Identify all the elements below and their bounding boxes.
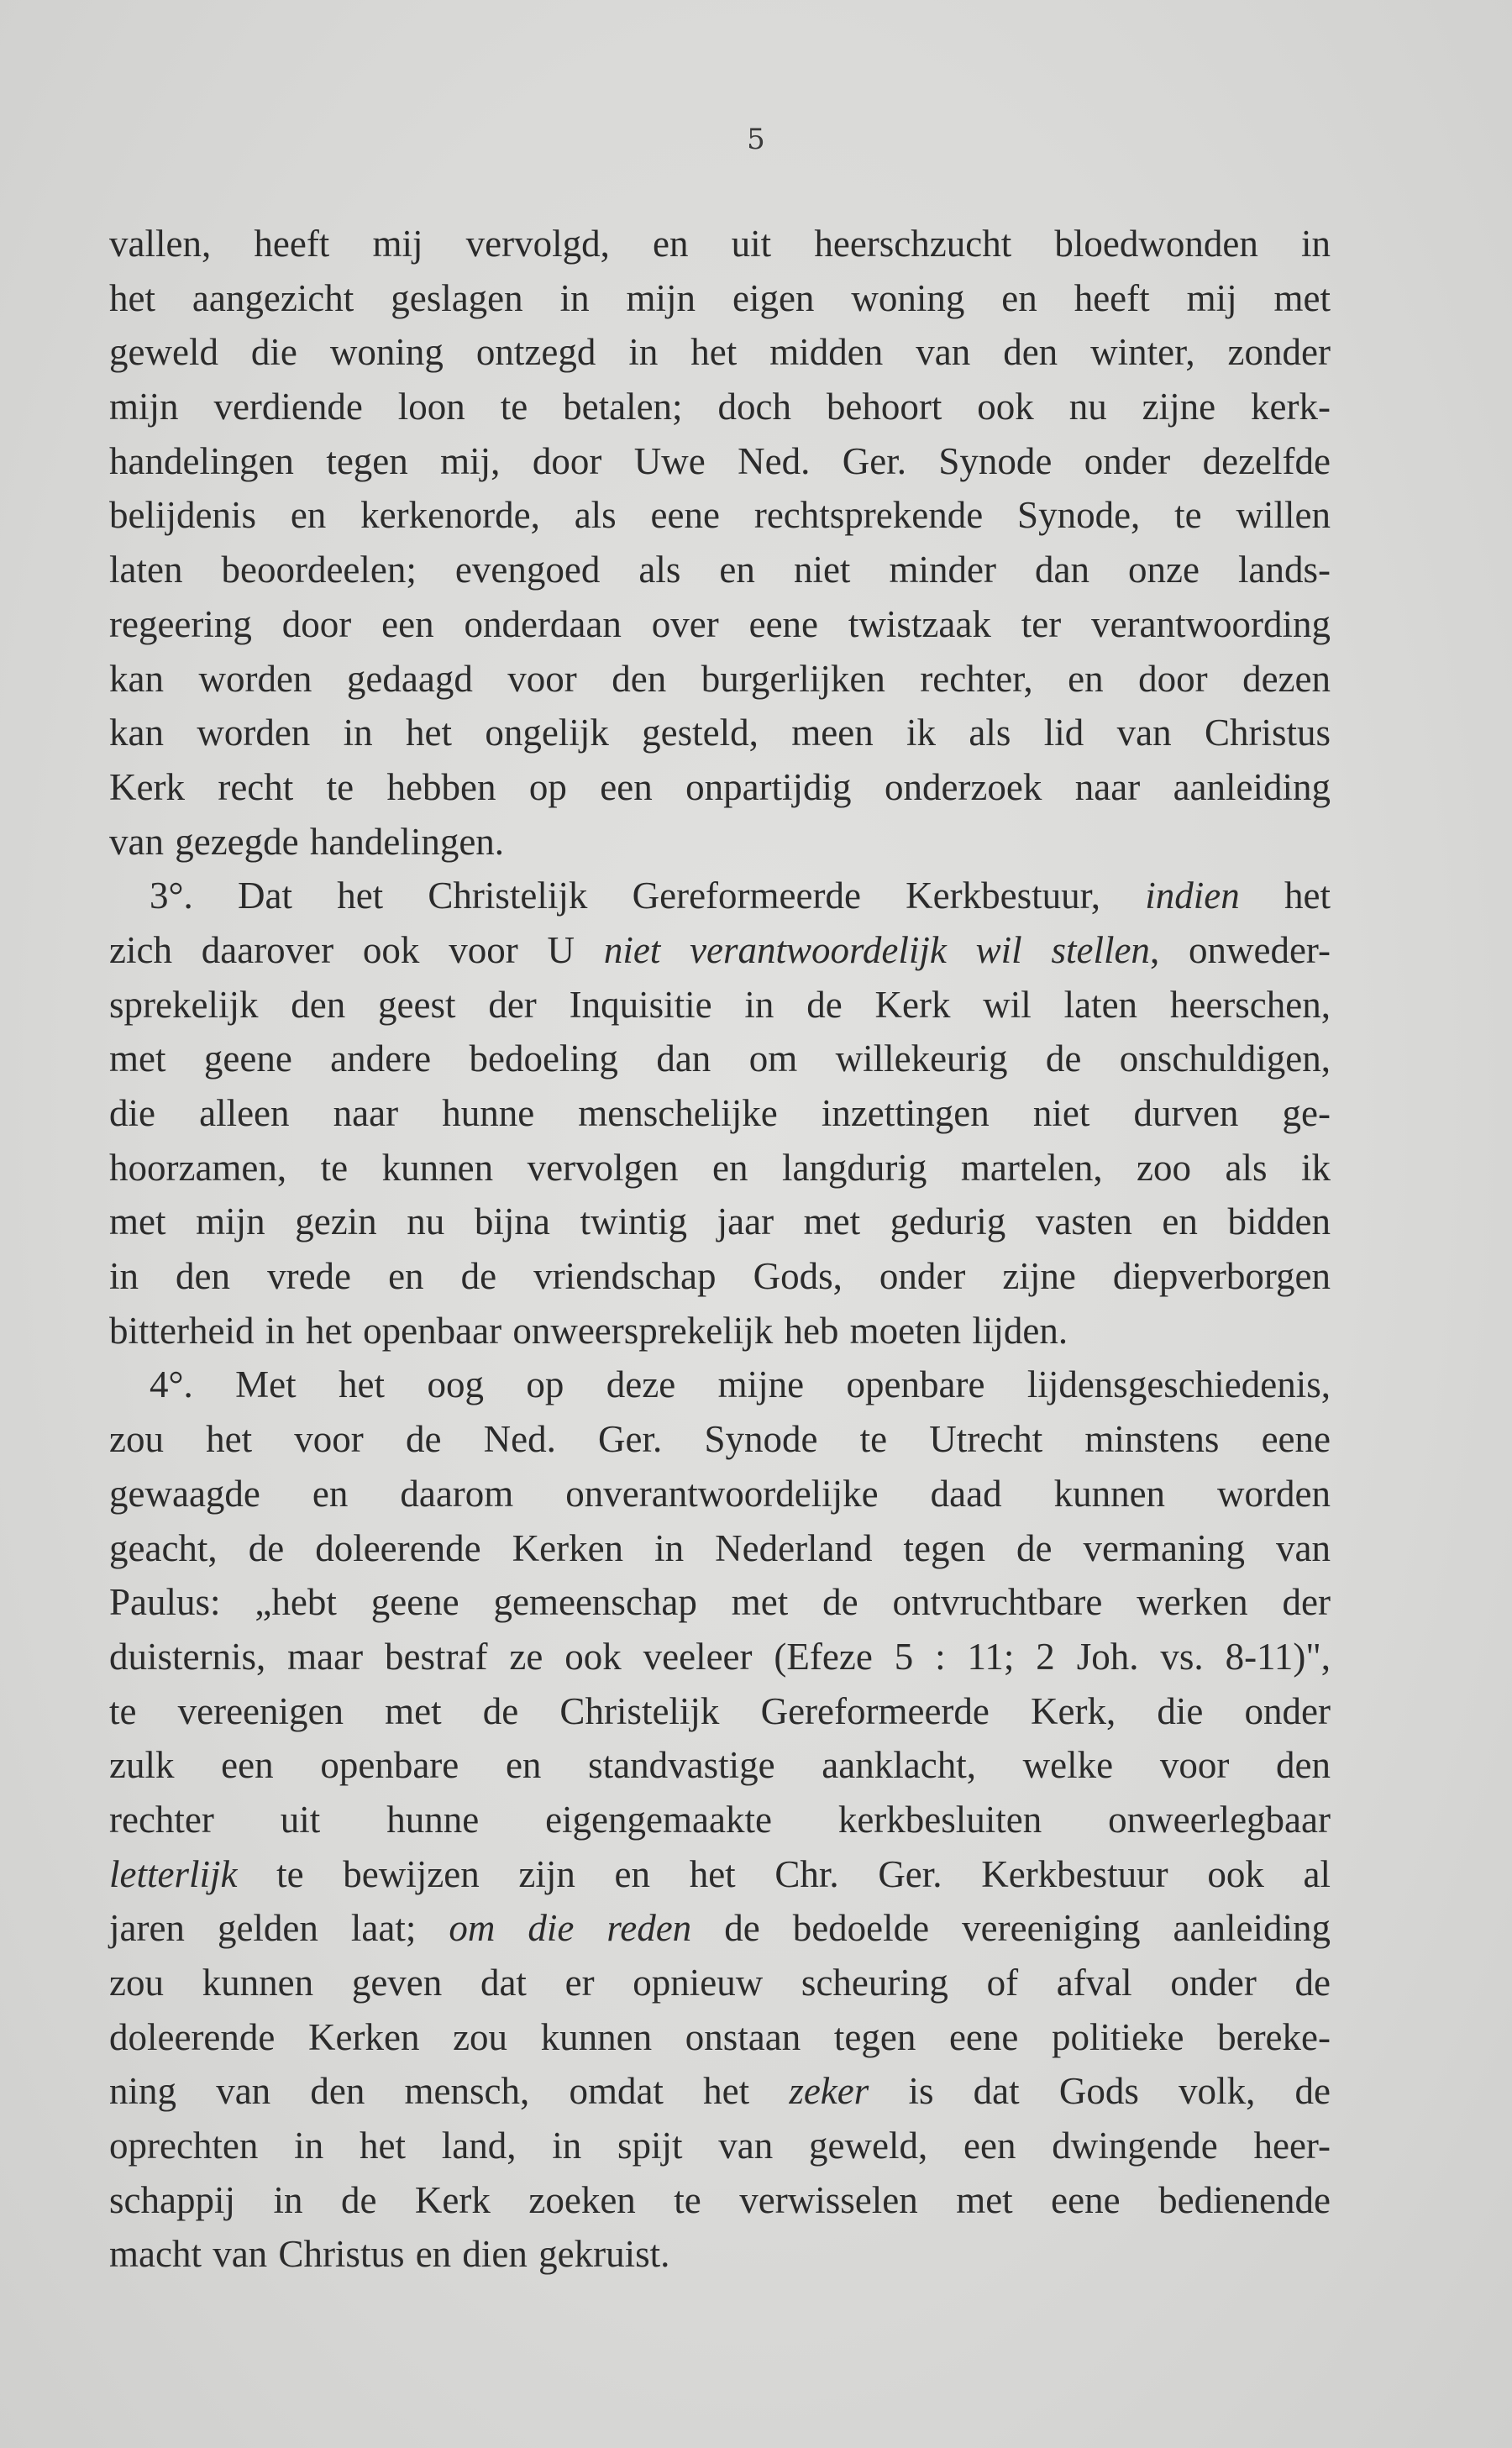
page-number: 5 bbox=[747, 123, 765, 156]
text-line: jaren gelden laat; om die reden de bedoelde vereeniging aanleiding bbox=[109, 1907, 1331, 1950]
text-line: hoorzamen, te kunnen vervolgen en langdurig martelen, zoo als ik bbox=[109, 1146, 1331, 1189]
text-line: duisternis, maar bestraf ze ook veeleer (Efeze 5 : 11; 2 Joh. vs. 8-11)", bbox=[109, 1635, 1331, 1678]
text-line: te vereenigen met de Christelijk Gereformeerde Kerk, die onder bbox=[109, 1689, 1331, 1732]
text-line: bitterheid in het openbaar onweersprekelijk heb moeten lijden. bbox=[109, 1309, 1068, 1352]
paragraph-3-first-line: 3°. Dat het Christelijk Gereformeerde Kerkbestuur, indien het bbox=[150, 875, 1331, 917]
text-line: letterlijk te bewijzen zijn en het Chr. Ger. Kerkbestuur ook al bbox=[109, 1852, 1331, 1895]
text-line: Kerk recht te hebben op een onpartijdig onderzoek naar aanleiding bbox=[109, 765, 1331, 808]
text-line: rechter uit hunne eigengemaakte kerkbesluiten onweerlegbaar bbox=[109, 1798, 1331, 1841]
text-line: mijn verdiende loon te betalen; doch behoort ook nu zijne kerk- bbox=[109, 386, 1331, 428]
text-line: zou kunnen geven dat er opnieuw scheuring of afval onder de bbox=[109, 1962, 1331, 2004]
paragraph-4-first-line: 4°. Met het oog op deze mijne openbare lijdensgeschiedenis, bbox=[150, 1363, 1331, 1406]
text-line: laten beoordeelen; evengoed als en niet minder dan onze lands- bbox=[109, 549, 1331, 591]
text-line: met mijn gezin nu bijna twintig jaar met gedurig vasten en bidden bbox=[109, 1200, 1331, 1243]
text-line: Paulus: „hebt geene gemeenschap met de ontvruchtbare werken der bbox=[109, 1581, 1331, 1624]
text-line: zou het voor de Ned. Ger. Synode te Utrecht minstens eene bbox=[109, 1418, 1331, 1461]
text-line: zulk een openbare en standvastige aanklacht, welke voor den bbox=[109, 1744, 1331, 1787]
text-line: in den vrede en de vriendschap Gods, onder zijne diepverborgen bbox=[109, 1255, 1331, 1298]
text-line: zich daarover ook voor U niet verantwoordelijk wil stellen, onweder- bbox=[109, 928, 1331, 971]
text-line: van gezegde handelingen. bbox=[109, 820, 505, 863]
text-line: het aangezicht geslagen in mijn eigen woning en heeft mij met bbox=[109, 276, 1331, 319]
text-line: sprekelijk den geest der Inquisitie in de Kerk wil laten heerschen, bbox=[109, 983, 1331, 1026]
italic-emphasis: letterlijk bbox=[109, 1852, 238, 1895]
text-line: geweld die woning ontzegd in het midden van den winter, zonder bbox=[109, 331, 1331, 374]
italic-emphasis: indien bbox=[1145, 875, 1240, 917]
text-line: doleerende Kerken zou kunnen onstaan tegen eene politieke bereke- bbox=[109, 2015, 1331, 2058]
text-line: gewaagde en daarom onverantwoordelijke daad kunnen worden bbox=[109, 1472, 1331, 1515]
text-line: belijdenis en kerkenorde, als eene rechtsprekende Synode, te willen bbox=[109, 494, 1331, 537]
text-line: vallen, heeft mij vervolgd, en uit heerschzucht bloedwonden in bbox=[109, 223, 1331, 265]
text-line: schappij in de Kerk zoeken te verwisselen met eene bedienende bbox=[109, 2178, 1331, 2221]
text-line: ning van den mensch, omdat het zeker is dat Gods volk, de bbox=[109, 2070, 1331, 2113]
text-line: die alleen naar hunne menschelijke inzettingen niet durven ge- bbox=[109, 1092, 1331, 1134]
text-line: macht van Christus en dien gekruist. bbox=[109, 2233, 670, 2276]
italic-emphasis: niet verantwoordelijk wil stellen bbox=[603, 928, 1150, 971]
text-line: regeering door een onderdaan over eene twistzaak ter verantwoording bbox=[109, 602, 1331, 645]
text-line: kan worden in het ongelijk gesteld, meen ik als lid van Christus bbox=[109, 712, 1331, 754]
text-line: met geene andere bedoeling dan om willekeurig de onschuldigen, bbox=[109, 1038, 1331, 1080]
text-line: kan worden gedaagd voor den burgerlijken rechter, en door dezen bbox=[109, 657, 1331, 700]
text-line: handelingen tegen mij, door Uwe Ned. Ger. Synode onder dezelfde bbox=[109, 439, 1331, 482]
text-line: oprechten in het land, in spijt van geweld, een dwingende heer- bbox=[109, 2125, 1331, 2167]
body-text bbox=[109, 217, 1331, 2282]
italic-emphasis: om die reden bbox=[449, 1907, 692, 1950]
italic-emphasis: zeker bbox=[789, 2070, 869, 2113]
text-line: geacht, de doleerende Kerken in Nederland tegen de vermaning van bbox=[109, 1526, 1331, 1569]
